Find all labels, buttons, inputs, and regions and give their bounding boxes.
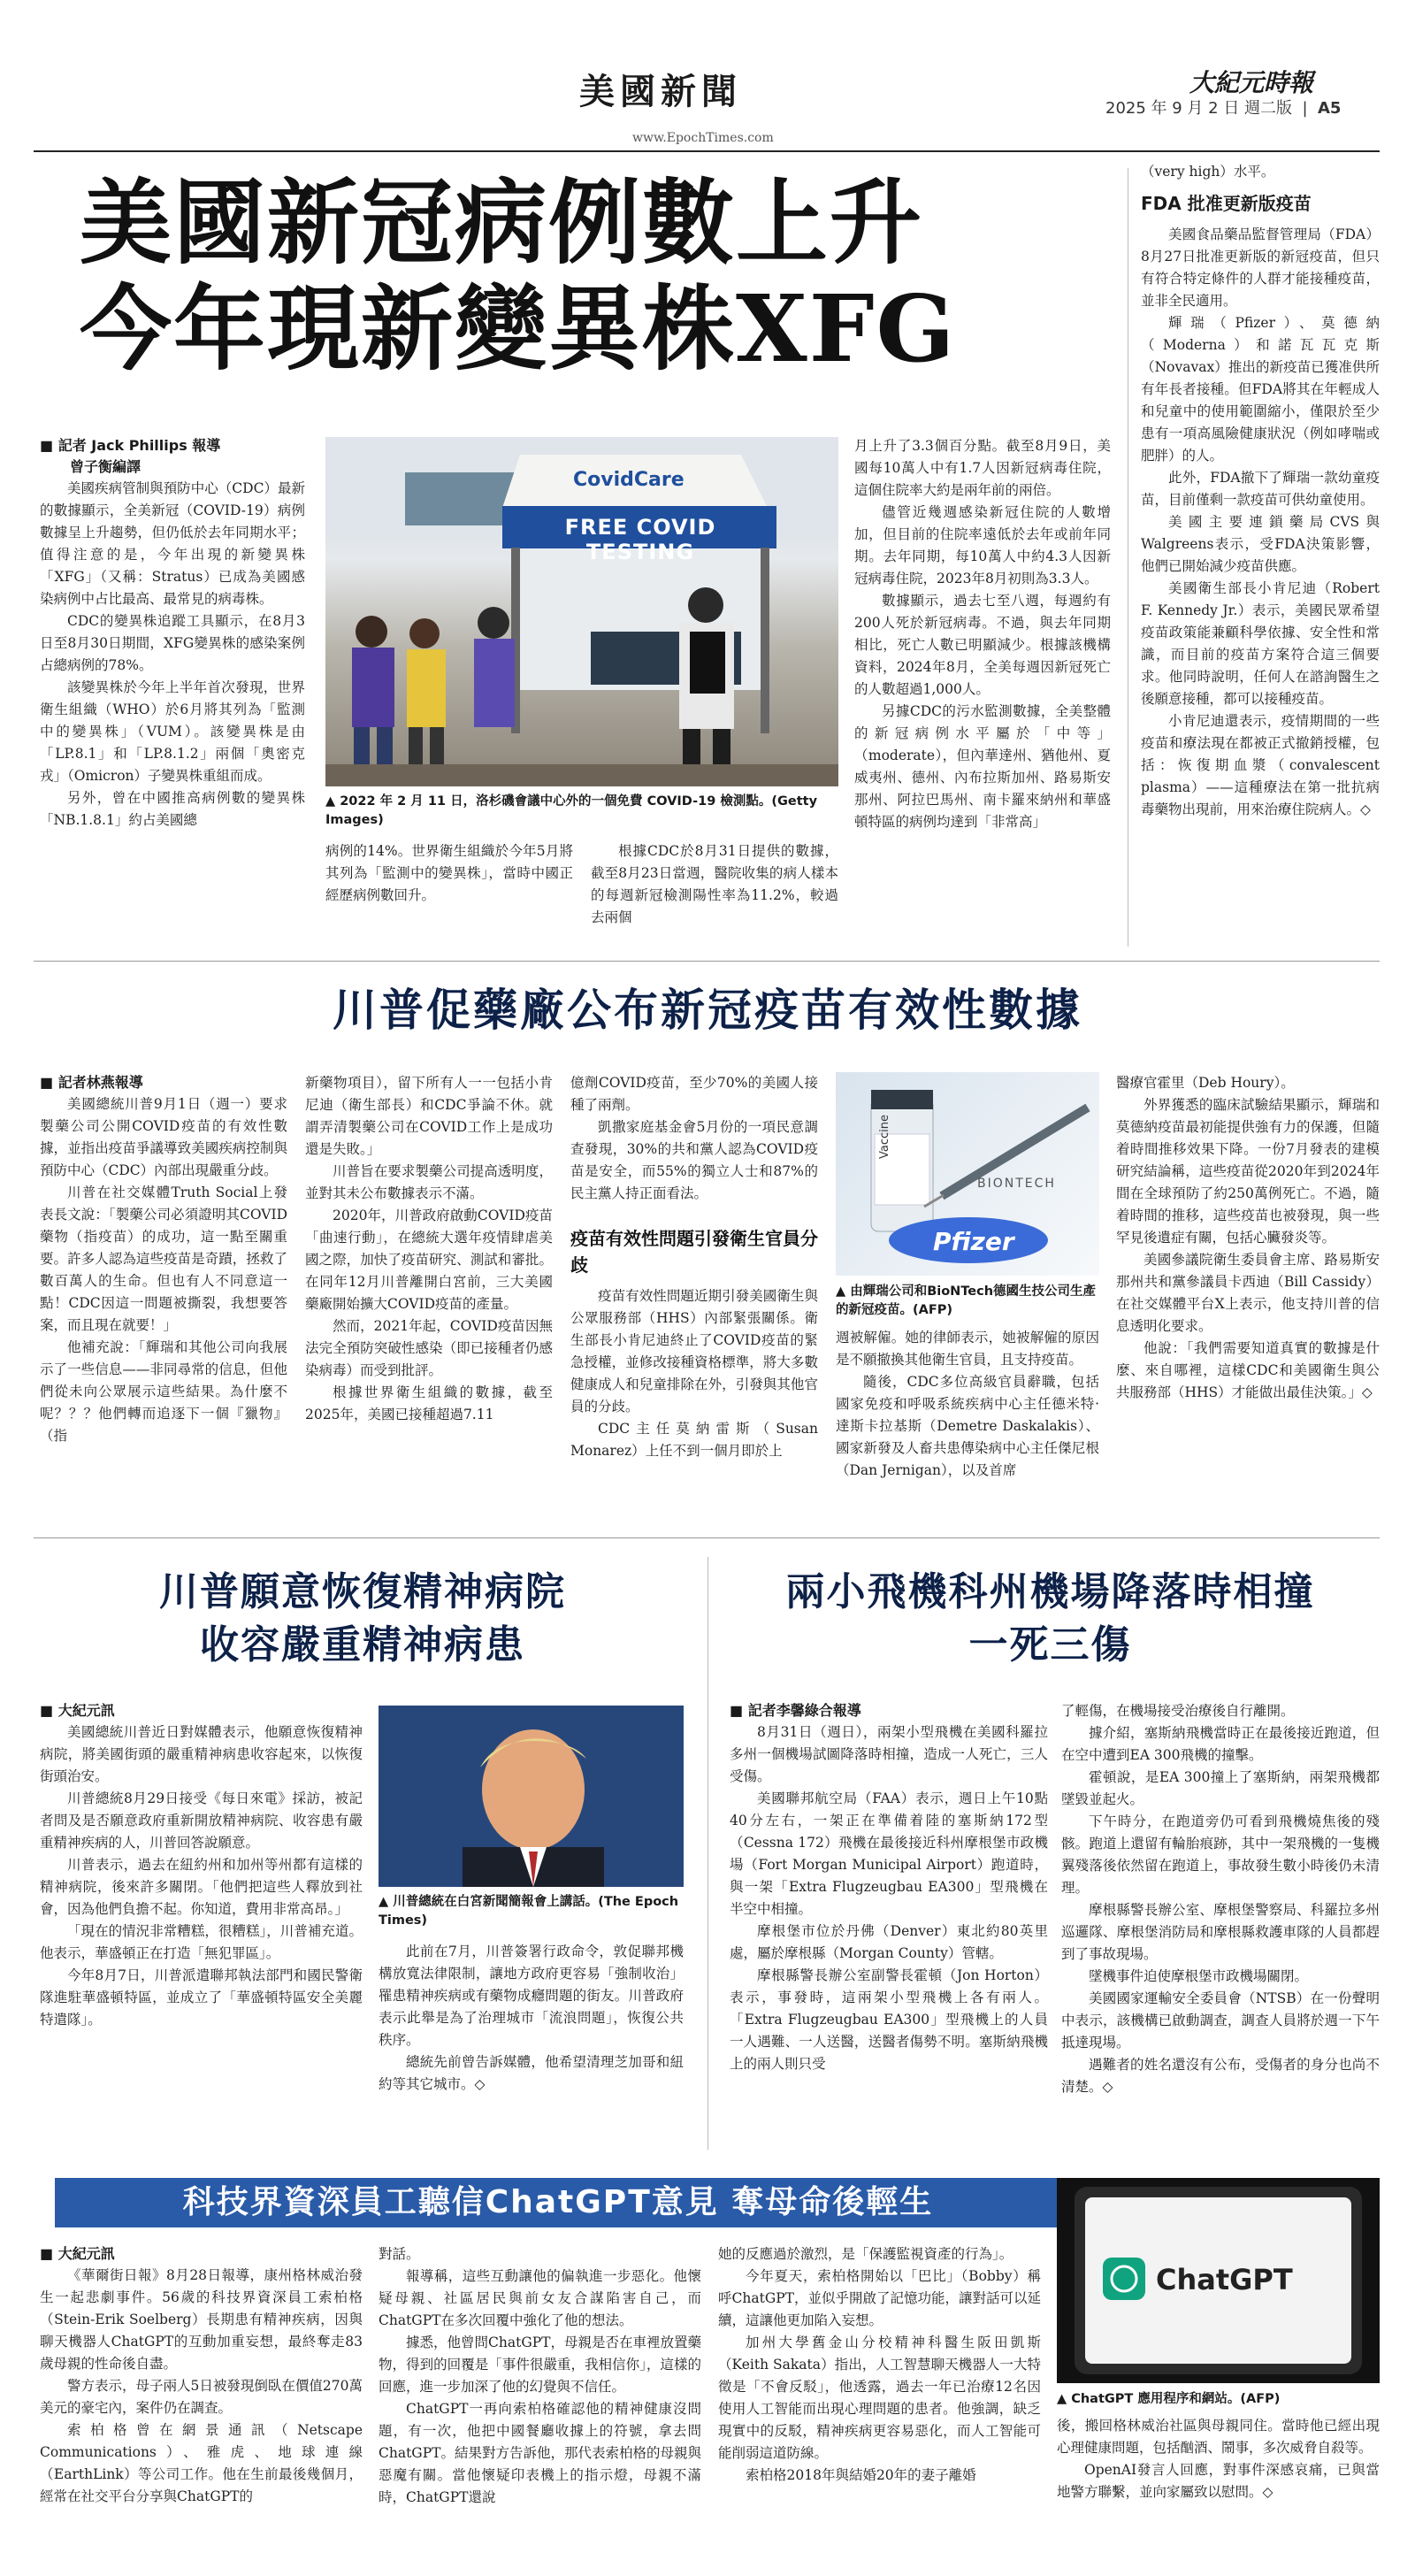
article4-byline: ■ 記者李馨綠合報導 [730,1702,861,1719]
article1-translator: 曾子衡編譯 [70,458,142,475]
issue-date: 2025 年 9 月 2 日 週二版 | A5 [1105,99,1342,118]
article2-body-5: 醫療官霍里（Deb Houry）。 外界獲悉的臨床試驗結果顯示，輝瑞和莫德納疫苗最初能提供強有力的保護，但隨着時間推移效果下降。一份7月發表的建模研究結論稱，這些疫苗從2020年到2024年間在全球預防了約250萬例死亡。不過，隨着時間的推移，這些疫苗也被發現，與一些罕見後遺症有關，包括心臟發炎等。 美國參議院衛生委員會主席、路易斯安那州共和黨參議員卡西迪（Bill Cassidy）在社交媒體平台X上表示，他支持川普的信息透明化要求。 他說：「我們需要知道真實的數據是什麼、來自哪裡，這樣CDC和美國衛生與公共服務部（HHS）才能做出最佳決策。」◇ [1116,1075,1380,1400]
article2-body-3b: 疫苗有效性問題近期引發美國衛生與公眾服務部（HHS）內部緊張關係。衛生部長小肯尼迪終止了COVID疫苗的緊急授權，並修改接種資格標準，將大多數健康成人和兒童排除在外，引發與其他官員的分歧。 CDC主任莫納雷斯（Susan Monarez）上任不到一個月即於上 [570,1288,818,1459]
article1-body-4: 月上升了3.3個百分點。截至8月9日，美國每10萬人中有1.7人因新冠病毒住院，這個住院率大約是兩年前的兩倍。 儘管近幾週感染新冠住院的人數增加，但目前的住院率遠低於去年或前年同期。去年同期，每10萬人中約4.3人因新冠病毒住院，2023年8月初則為3.3人。 數據顯示，過去七至八週，每週約有200人死於新冠病毒。不過，與去年同期相比，死亡人數已明顯減少。根據該機構資料，2024年8月，全美每週因新冠死亡的人數超過1,000人。 另據CDC的污水監測數據，全美整體的新冠病例水平屬於「中等」（moderate），但內華達州、猶他州、夏威夷州、德州、內布拉斯加州、路易斯安那州、阿拉巴馬州、南卡羅來納州和華盛頓特區的病例均達到「非常高」 [854,438,1111,830]
article1-body-3: 根據CDC於8月31日提供的數據，截至8月23日當週，醫院收集的病人樣本的每週新冠檢測陽性率為11.2%，較過去兩個 [591,843,838,925]
article4-column-1 [730,1700,1048,2173]
article3-headline: 川普願意恢復精神病院 收容嚴重精神病患 [159,1569,566,1668]
article2-body-4: 週被解僱。她的律師表示，她被解僱的原因是不願撤換其他衛生官員，且支持疫苗。 隨後，CDC多位高級官員辭職，包括國家免疫和呼吸系統疾病中心主任德米特·達斯卡拉基斯（Demetre Daskalakis）、國家新發及人畜共患傳染病中心主任傑尼根（Dan Jernigan），以及首席 [836,1330,1099,1478]
article1-byline: ■ 記者 Jack Phillips 報導 [40,437,221,454]
vial-label: Vaccine [878,1115,891,1159]
article3-column-1 [40,1700,363,2181]
article5-body-2: 對話。 報導稱，這些互動讓他的偏執進一步惡化。他懷疑母親、社區居民與前女友合謀陷害自己，而ChatGPT在多次回覆中強化了他的想法。 據悉，他曾問ChatGPT，母親是否在車裡放置藥物，得到的回覆是「事件很嚴重，我相信你」，這樣的回應，進一步加深了他的幻覺與不信任。 ChatGPT一再向索柏格確認他的精神健康沒問題，有一次，他把中國餐廳收據上的符號，拿去問ChatGPT。結果對方告訴他，那代表索柏格的母親與惡魔有關。當他懷疑印表機上的指示燈，母親不滿時，ChatGPT還說 [379,2246,701,2505]
article1-body-5-intro: （very high）水平。 [1141,164,1275,180]
divider-2 [34,1537,1380,1538]
fda-subhead: FDA 批准更新版疫苗 [1141,193,1312,214]
pfizer-logo: Pfizer [933,1227,1014,1256]
covid-testing-photo [325,437,838,786]
article5-body-1: 《華爾街日報》8月28日報導，康州格林威治發生一起悲劇事件。56歲的科技界資深員工索柏格（Stein-Erik Soelberg）長期患有精神疾病，因與聊天機器人ChatGPT的互動加重妄想，最終奪走83歲母親的性命後自盡。 警方表示，母子兩人5日被發現倒臥在價值270萬美元的豪宅內，案件仍在調查。 索柏格曾在網景通訊（Netscape Communications）、雅虎、地球連線（EarthLink）等公司工作。他在生前最後幾個月，經常在社交平台分享與ChatGPT的 [40,2267,363,2504]
page-number: A5 [1318,99,1342,118]
chatgpt-photo [1057,2178,1380,2383]
portrait-illustration [379,1706,684,1887]
biontech-label: BIONTECH [977,1177,1056,1191]
article1-sidebar [1141,161,1380,940]
article5-column-1 [40,2243,363,2574]
article5-body-4: 後，搬回格林威治社區與母親同住。當時他已經出現心理健康問題，包括酗酒、鬧事，多次威脅自殺等。 OpenAI發言人回應，對事件深感哀痛，已與當地警方聯繫，並向家屬致以慰問。◇ [1057,2418,1380,2500]
article1-photo-caption: ▲ 2022 年 2 月 11 日，洛杉磯會議中心外的一個免費 COVID-19 檢測點。(Getty Images) [325,794,818,827]
masthead-logo: 大紀元時報 [1189,68,1314,97]
vaccine-photo [836,1072,1099,1276]
article3-byline: ■ 大紀元訊 [40,1702,115,1719]
article1-body-5: 美國食品藥品監督管理局（FDA）8月27日批准更新版的新冠疫苗，但只有符合特定條件的人群才能接種疫苗，並非全民適用。 輝瑞（Pfizer）、莫德納（Moderna）和諾瓦瓦克斯（Novavax）推出的新疫苗已獲准供所有年長者接種。但FDA將其在年輕成人和兒童中的使用範圍縮小，僅限於至少患有一項高風險健康狀況（例如哮喘或肥胖）的人。 此外，FDA撤下了輝瑞一款幼童疫苗，目前僅剩一款疫苗可供幼童使用。 美國主要連鎖藥局CVS與Walgreens表示，受FDA決策影響，他們已開始減少疫苗供應。 美國衛生部長小肯尼迪（Robert F. Kennedy Jr.）表示，美國民眾希望疫苗政策能兼顧科學依據、安全性和常識，而目前的疫苗方案符合這三個要求。他同時說明，任何人在諮詢醫生之後願意接種，都可以接種疫苗。 小肯尼迪還表示，疫情期間的一些疫苗和療法現在都被正式撤銷授權，包括：恢復期血漿（convalescent plasma）——這種療法在第一批抗病毒藥物出現前，用來治療住院病人。◇ [1141,226,1380,817]
section-title: 美國新聞 [579,72,742,112]
article2-body-1: 美國總統川普9月1日（週一）要求製藥公司公開COVID疫苗的有效性數據，並指出疫苗爭議導致美國疾病控制與預防中心（CDC）內部出現嚴重分歧。 川普在社交媒體Truth Social上發表長文說：「製藥公司必須證明其COVID藥物（指疫苗）的成功，這一點至關重要。許多人認為這些疫苗是奇蹟，拯救了數百萬人的生命。但也有人不同意這一點！CDC因這一問題被撕裂，我想要答案，而且現在就要！」 他補充說：「輝瑞和其他公司向我展示了一些信息——非同尋常的信息，但他們從未向公眾展示這些結果。為什麼不呢？？？他們轉而追逐下一個『獵物』（指 [40,1096,287,1444]
article1-body-1: 美國疾病管制與預防中心（CDC）最新的數據顯示，全美新冠（COVID-19）病例數據呈上升趨勢，但仍低於去年同期水平；值得注意的是，今年出現的新變異株「XFG」（又稱：Stratus）已成為美國感染病例中占比最高、最常見的病毒株。 CDC的變異株追蹤工具顯示，在8月3日至8月30日期間，XFG變異株的感染案例占總病例的78%。 該變異株於今年上半年首次發現，世界衛生組織（WHO）於6月將其列為「監測中的變異株」（VUM）。該變異株是由「LP.8.1」和「LP.8.1.2」兩個「奧密克戎」（Omicron）子變異株重組而成。 另外，曾在中國推高病例數的變異株「NB.1.8.1」約占美國總 [40,480,305,828]
article5-byline: ■ 大紀元訊 [40,2245,115,2262]
article2-byline: ■ 記者林燕報導 [40,1074,143,1091]
trump-photo [379,1706,684,1887]
article4-body-2: 了輕傷，在機場接受治療後自行離開。 據介紹，塞斯納飛機當時正在最後接近跑道，但在空中遭到EA 300飛機的撞擊。 霍頓說，是EA 300撞上了塞斯納，兩架飛機都墜毀並起火。 下午時分，在跑道旁仍可看到飛機燒焦後的殘骸。跑道上還留有輪胎痕跡，其中一架飛機的一隻機翼殘落後依然留在跑道上，事故發生數小時後仍未清理。 摩根縣警長辦公室、摩根堡警察局、科羅拉多州巡邏隊、摩根堡消防局和摩根縣救護車隊的人員都趕到了事故現場。 墜機事件迫使摩根堡市政機場關閉。 美國國家運輸安全委員會（NTSB）在一份聲明中表示，該機構已啟動調查，調查人員將於週一下午抵達現場。 遇難者的姓名還沒有公布，受傷者的身分也尚不清楚。◇ [1061,1703,1380,2095]
article2-body-2: 新藥物項目），留下所有人一一包括小肯尼迪（衛生部長）和CDC爭論不休。就謂弄清製藥公司在COVID工作上是成功還是失敗。」 川普旨在要求製藥公司提高透明度，並對其未公布數據表示不滿。 2020年，川普政府啟動COVID疫苗「曲速行動」，在總統大選年疫情肆虐美國之際，加快了疫苗研究、測試和審批。在同年12月川普離開白宮前，三大美國藥廠開始擴大COVID疫苗的產量。 然而，2021年起，COVID疫苗因無法完全預防突破性感染（即已接種者仍感染病毒）而受到批評。 根據世界衛生組織的數據，截至2025年，美國已接種超過7.11 [305,1075,553,1422]
article3-photo-caption: ▲ 川普總統在白宮新聞簡報會上講話。(The Epoch Times) [379,1895,679,1928]
divider-1 [34,961,1380,962]
article5-photo-caption: ▲ ChatGPT 應用程序和網站。(AFP) [1057,2392,1281,2406]
article4-headline: 兩小飛機科州機場降落時相撞 一死三傷 [785,1569,1315,1668]
article5-body-3: 她的反應過於激烈，是「保護監視資產的行為」。 今年夏天，索柏格開始以「巴比」（Bobby）稱呼ChatGPT，並似乎開啟了記憶功能，讓對話可以延續，這讓他更加陷入妄想。 加州大學舊金山分校精神科醫生阪田凱斯（Keith Sakata）指出，人工智慧聊天機器人一大特徵是「不會反駁」，他透露，過去一年已治療12名因使用人工智能而出現心理問題的患者。他強調，缺乏現實中的反駁，精神疾病更容易惡化，而人工智能可能削弱這道防線。 索柏格2018年與結婚20年的妻子離婚 [718,2246,1041,2483]
article1-headline: 美國新冠病例數上升 今年現新變異株XFG [80,168,957,383]
article3-body-2: 此前在7月，川普簽署行政命令，敦促聯邦機構放寬法律限制，讓地方政府更容易「強制收治」罹患精神疾病或有藥物成癮問題的街友。川普政府表示此舉是為了治理城市「流浪問題」，恢復公共秩序。 總統先前曾告訴媒體，他希望清理芝加哥和紐約等其它城市。◇ [379,1944,684,2092]
website-url[interactable]: www.EpochTimes.com [632,131,774,145]
article2-photo-caption: ▲ 由輝瑞公司和BioNTech德國生技公司生產的新冠疫苗。(AFP) [836,1284,1097,1317]
article3-body-1: 美國總統川普近日對媒體表示，他願意恢復精神病院，將美國街頭的嚴重精神病患收容起來，以恢復街頭治安。 川普總統8月29日接受《每日來電》採訪，被記者問及是否願意政府重新開放精神病院、收容患有嚴重精神疾病的人，川普回答說願意。 川普表示，過去在紐約州和加州等州都有這樣的精神病院，後來許多關閉。「他們把這些人釋放到社會，因為他們負擔不起。你知道，費用非常高昂。」 「現在的情況非常糟糕，很糟糕」，川普補充道。他表示，華盛頓正在打造「無犯罪區」。 今年8月7日，川普派遣聯邦執法部門和國民警衛隊進駐華盛頓特區，並成立了「華盛頓特區安全美麗特遣隊」。 [40,1724,363,2028]
header-divider [34,150,1380,152]
article4-body-1: 8月31日（週日），兩架小型飛機在美國科羅拉多州一個機場試圖降落時相撞，造成一人死亡，三人受傷。 美國聯邦航空局（FAA）表示，週日上午10點40分左右，一架正在準備着陸的塞斯納172型（Cessna 172）飛機在最後接近科州摩根堡市政機場（Fort Morgan Municipal Airport）跑道時，與一架「Extra Flugzeugbau EA300」型飛機在半空中相撞。 摩根堡市位於丹佛（Denver）東北約80英里處，屬於摩根縣（Morgan County）管轄。 摩根縣警長辦公室副警長霍頓（Jon Horton）表示，事發時，這兩架小型飛機上各有兩人。「Extra Flugzeugbau EA300」型飛機上的人員一人遇難、一人送醫，送醫者傷勢不明。塞斯納飛機上的兩人則只受 [730,1724,1048,2072]
article2-subhead: 疫苗有效性問題引發衛生官員分歧 [570,1228,818,1276]
article2-headline: 川普促藥廠公布新冠疫苗有效性數據 [333,985,1082,1036]
article1-body-2: 病例的14%。世界衛生組織於今年5月將其列為「監測中的變異株」，當時中國正經歷病例數回升。 [325,843,573,903]
article2-body-3: 億劑COVID疫苗，至少70%的美國人接種了兩劑。 凱撒家庭基金會5月份的一項民意調查發現，30%的共和黨人認為COVID疫苗是安全，而55%的獨立人士和87%的民主黨人持正面看法。 [570,1075,818,1201]
chatgpt-app-name: ChatGPT [1156,2263,1293,2296]
photo-sign-covidcare: CovidCare [573,469,685,491]
article5-headline-banner: 科技界資深員工聽信ChatGPT意見 奪母命後輕生 [55,2178,1061,2227]
photo-sign-testing: FREE COVID TESTING [564,515,716,564]
article2-column-3 [570,1072,818,1524]
article1-column-1 [40,435,305,955]
article2-column-1 [40,1072,287,1522]
